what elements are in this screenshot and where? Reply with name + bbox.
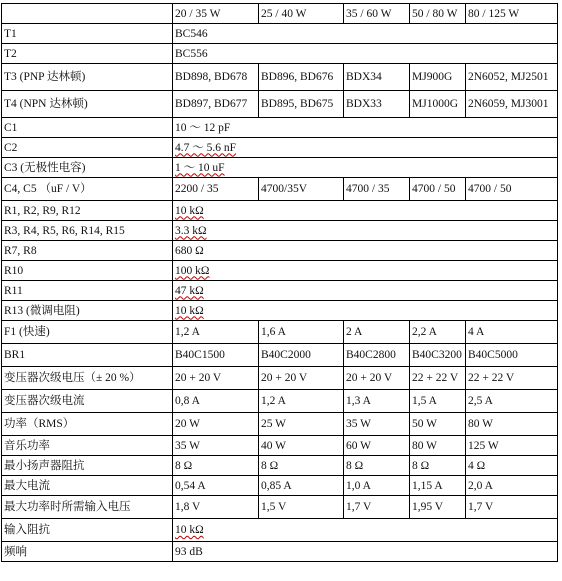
table-row: [2, 413, 558, 436]
spec-value: 4.7 ～ 5.6 nF: [175, 141, 237, 154]
table-row: [2, 138, 558, 158]
header-cell-50-80w: 50 / 80 W: [410, 4, 466, 24]
spec-value: 100 kΩ: [175, 264, 210, 277]
table-row: [2, 367, 558, 390]
table-row: [2, 456, 558, 476]
table-row: [2, 476, 558, 496]
row-label: R13 (微调电阻): [2, 301, 173, 321]
header-cell-80-125w: 80 / 125 W: [466, 4, 558, 24]
row-label: 最小扬声器阻抗: [2, 456, 173, 476]
header-cell-25-40w: 25 / 40 W: [259, 4, 344, 24]
spec-value-cell: 4 A: [466, 321, 558, 344]
table-row: [2, 178, 558, 201]
spec-value-cell: 22 + 22 V: [466, 367, 558, 390]
table-row: [2, 496, 558, 519]
spec-value-cell: 1,15 A: [410, 476, 466, 496]
table-row: [2, 321, 558, 344]
spec-value-cell: 35 W: [344, 413, 410, 436]
spec-value-cell: 4700/35V: [259, 178, 344, 201]
spec-value-cell: [173, 241, 558, 261]
row-label: T1: [2, 24, 173, 44]
spec-table-container: [1, 3, 558, 562]
table-row: [2, 64, 558, 91]
row-label: R1, R2, R9, R12: [2, 201, 173, 221]
spec-value-cell: 1,3 A: [344, 390, 410, 413]
spec-value-cell: 0,54 A: [173, 476, 259, 496]
row-label: T2: [2, 44, 173, 64]
spec-value-cell: 1,2 A: [173, 321, 259, 344]
spec-value-cell: [173, 221, 558, 241]
table-row: [2, 44, 558, 64]
row-label: 最大电流: [2, 476, 173, 496]
spec-value-cell: 1,5 V: [259, 496, 344, 519]
row-label: T4 (NPN 达林顿): [2, 91, 173, 118]
row-label: 最大功率时所需输入电压: [2, 496, 173, 519]
header-cell-35-60w: 35 / 60 W: [344, 4, 410, 24]
spec-value: 3.3 kΩ: [175, 224, 207, 237]
spec-value-cell: 2,5 A: [466, 390, 558, 413]
spec-value-cell: 8 Ω: [344, 456, 410, 476]
spec-value-cell: 20 W: [173, 413, 259, 436]
row-label: C1: [2, 118, 173, 138]
row-label: R3, R4, R5, R6, R14, R15: [2, 221, 173, 241]
spec-value-cell: 1,5 A: [410, 390, 466, 413]
spec-value-cell: [173, 201, 558, 221]
spec-value-cell: B40C2000: [259, 344, 344, 367]
spec-value-cell: MJ900G: [410, 64, 466, 91]
spec-value: 1 ～ 10 uF: [175, 161, 225, 174]
spec-value-cell: 1,95 V: [410, 496, 466, 519]
spec-value-cell: 40 W: [259, 436, 344, 456]
spec-value-cell: 60 W: [344, 436, 410, 456]
spec-value-cell: 25 W: [259, 413, 344, 436]
table-row: [2, 221, 558, 241]
spec-value-cell: [173, 44, 558, 64]
table-row: [2, 344, 558, 367]
header-row: [2, 4, 558, 24]
spec-value-cell: 20 + 20 V: [344, 367, 410, 390]
spec-value: 10 ～ 12 pF: [175, 121, 231, 134]
spec-value-cell: [173, 261, 558, 281]
spec-value: 680 Ω: [175, 244, 204, 257]
table-row: [2, 436, 558, 456]
spec-value-cell: [173, 138, 558, 158]
spec-value: 10 kΩ: [175, 304, 204, 317]
spec-value-cell: B40C5000: [466, 344, 558, 367]
spec-value-cell: 2N6052, MJ2501: [466, 64, 558, 91]
row-label: 变压器次级电压（± 20 %）: [2, 367, 173, 390]
spec-value: 47 kΩ: [175, 284, 204, 297]
spec-value-cell: 8 Ω: [410, 456, 466, 476]
table-row: [2, 118, 558, 138]
table-row: [2, 390, 558, 413]
row-label: 频响: [2, 542, 173, 562]
spec-value-cell: 2200 / 35: [173, 178, 259, 201]
spec-value-cell: B40C1500: [173, 344, 259, 367]
spec-value-cell: [173, 281, 558, 301]
component-spec-table: [1, 3, 558, 562]
table-row: [2, 301, 558, 321]
spec-value-cell: [173, 542, 558, 562]
spec-value-cell: BD895, BD675: [259, 91, 344, 118]
spec-value-cell: BDX33: [344, 91, 410, 118]
spec-value-cell: 20 + 20 V: [173, 367, 259, 390]
spec-value-cell: BD898, BD678: [173, 64, 259, 91]
table-row: [2, 241, 558, 261]
spec-value-cell: 2,2 A: [410, 321, 466, 344]
spec-value-cell: 80 W: [410, 436, 466, 456]
spec-value: BC546: [175, 27, 208, 40]
row-label: T3 (PNP 达林顿): [2, 64, 173, 91]
spec-value-cell: BD896, BD676: [259, 64, 344, 91]
spec-value-cell: 22 + 22 V: [410, 367, 466, 390]
spec-value-cell: 1,0 A: [344, 476, 410, 496]
spec-value-cell: BDX34: [344, 64, 410, 91]
spec-value-cell: 35 W: [173, 436, 259, 456]
spec-value-cell: 1,6 A: [259, 321, 344, 344]
table-row: [2, 201, 558, 221]
spec-value-cell: 4700 / 35: [344, 178, 410, 201]
row-label: BR1: [2, 344, 173, 367]
row-label: R7, R8: [2, 241, 173, 261]
row-label: F1 (快速): [2, 321, 173, 344]
spec-value-cell: 2N6059, MJ3001: [466, 91, 558, 118]
row-label: C3 (无极性电容): [2, 158, 173, 178]
table-row: [2, 519, 558, 542]
spec-value-cell: B40C2800: [344, 344, 410, 367]
spec-value-cell: 1,7 V: [344, 496, 410, 519]
row-label: C2: [2, 138, 173, 158]
table-row: [2, 158, 558, 178]
spec-value-cell: 8 Ω: [173, 456, 259, 476]
row-label: C4, C5 （uF / V）: [2, 178, 173, 201]
spec-value-cell: [173, 519, 558, 542]
row-label: 变压器次级电流: [2, 390, 173, 413]
header-cell-20-35w: 20 / 35 W: [173, 4, 259, 24]
spec-value-cell: 1,8 V: [173, 496, 259, 519]
row-label: 输入阻抗: [2, 519, 173, 542]
spec-value-cell: 4700 / 50: [410, 178, 466, 201]
spec-value-cell: [173, 24, 558, 44]
spec-value-cell: 50 W: [410, 413, 466, 436]
table-row: [2, 91, 558, 118]
spec-value: 10 kΩ: [175, 524, 204, 536]
spec-value-cell: 1,7 V: [466, 496, 558, 519]
spec-value-cell: 2 A: [344, 321, 410, 344]
header-cell-blank: [2, 4, 173, 24]
row-label: R10: [2, 261, 173, 281]
spec-value-cell: [173, 158, 558, 178]
table-row: [2, 261, 558, 281]
spec-value: BC556: [175, 47, 208, 60]
spec-value: 10 kΩ: [175, 204, 204, 217]
spec-value-cell: 1,2 A: [259, 390, 344, 413]
spec-value-cell: 125 W: [466, 436, 558, 456]
spec-value-cell: MJ1000G: [410, 91, 466, 118]
spec-value-cell: [173, 118, 558, 138]
spec-value-cell: 20 + 20 V: [259, 367, 344, 390]
table-row: [2, 281, 558, 301]
table-row: [2, 542, 558, 562]
spec-value-cell: [173, 301, 558, 321]
row-label: R11: [2, 281, 173, 301]
table-row: [2, 24, 558, 44]
row-label: 音乐功率: [2, 436, 173, 456]
spec-value-cell: 0,8 A: [173, 390, 259, 413]
spec-value-cell: 0,85 A: [259, 476, 344, 496]
spec-value: 93 dB: [175, 545, 203, 558]
spec-value-cell: BD897, BD677: [173, 91, 259, 118]
spec-value-cell: 80 W: [466, 413, 558, 436]
spec-value-cell: 4 Ω: [466, 456, 558, 476]
spec-value-cell: B40C3200: [410, 344, 466, 367]
spec-value-cell: 8 Ω: [259, 456, 344, 476]
spec-value-cell: 2,0 A: [466, 476, 558, 496]
spec-value-cell: 4700 / 50: [466, 178, 558, 201]
row-label: 功率（RMS）: [2, 413, 173, 436]
